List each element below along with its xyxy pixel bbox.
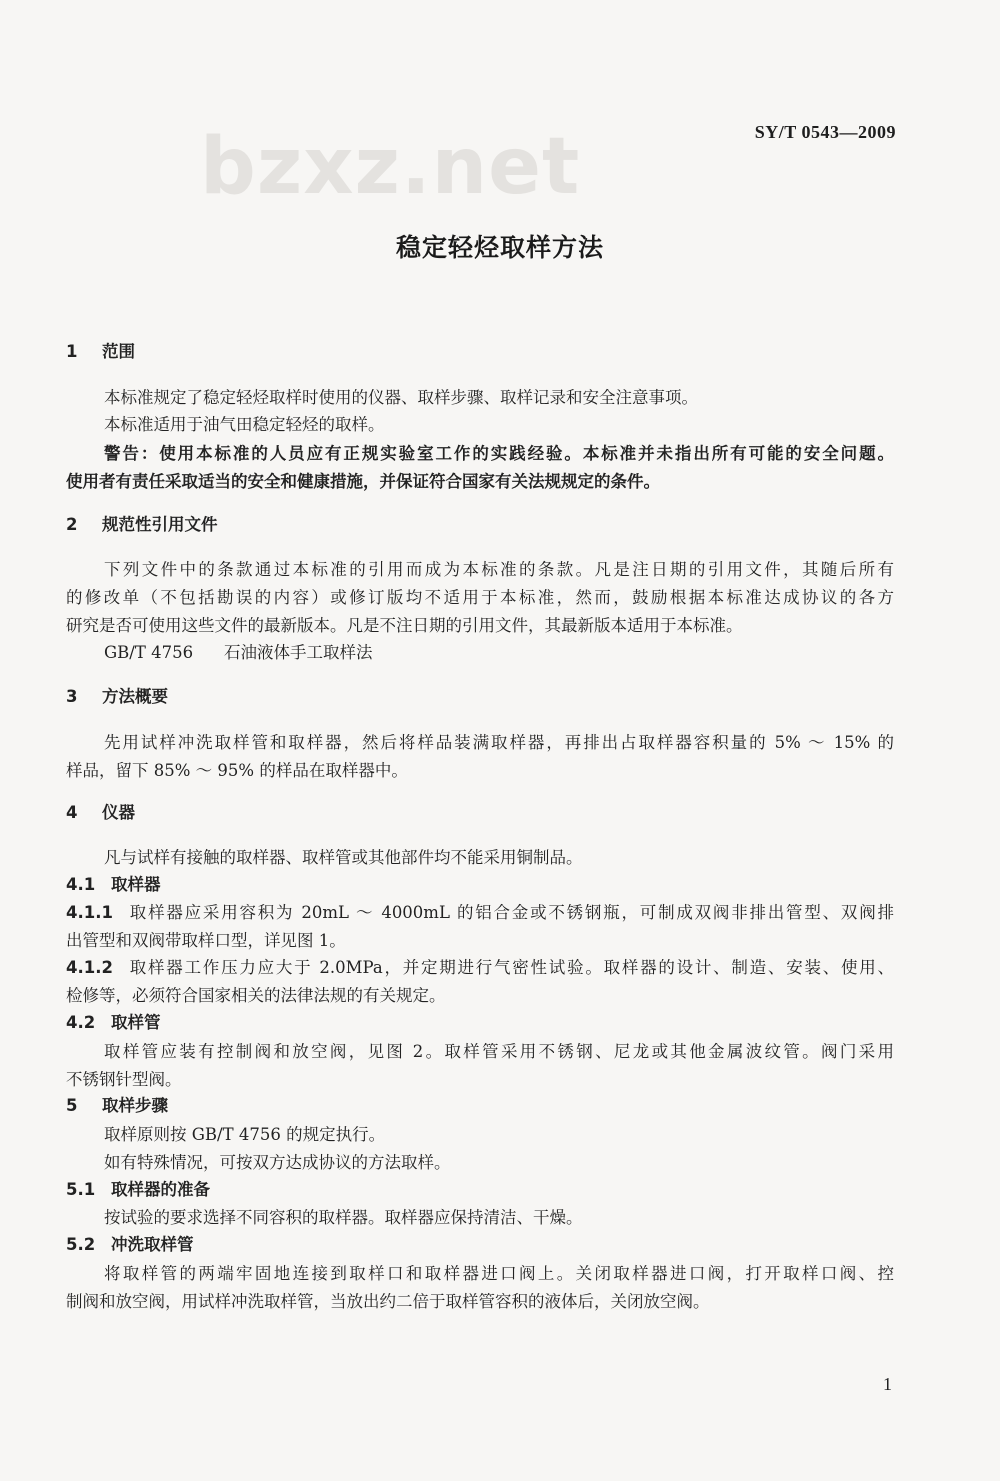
section-number: 4 — [66, 803, 78, 822]
section-number: 4.2 — [66, 1013, 96, 1032]
section-5-paragraph-1: 取样原则按 GB/T 4756 的规定执行。 — [104, 1125, 386, 1144]
reference-code: GB/T 4756 — [104, 643, 194, 662]
section-4-2-line-2: 不锈钢针型阀。 — [66, 1070, 182, 1089]
reference-title: 石油液体手工取样法 — [224, 643, 373, 662]
clause-4-1-2-line-2: 检修等，必须符合国家相关的法律法规的有关规定。 — [66, 986, 446, 1005]
section-title: 冲洗取样管 — [111, 1235, 194, 1254]
clause-number: 4.1.2 — [66, 958, 113, 977]
section-2-line-2: 的修改单（不包括勘误的内容）或修订版均不适用于本标准，然而，鼓励根据本标准达成协议的各方 — [66, 588, 894, 607]
clause-text: 取样器应采用容积为 20mL ～ 4000mL 的铝合金或不锈钢瓶，可制成双阀非排出管型、双阀排 — [128, 903, 894, 922]
section-title: 取样器 — [111, 875, 161, 894]
clause-4-1-1-line-2: 出管型和双阀带取样口型，详见图 1。 — [66, 931, 346, 950]
section-title: 取样管 — [111, 1013, 161, 1032]
section-title: 取样器的准备 — [111, 1180, 210, 1199]
section-1-heading — [66, 340, 135, 364]
section-3-line-1: 先用试样冲洗取样管和取样器，然后将样品装满取样器，再排出占取样器容积量的 5% ～ 15% 的 — [104, 733, 894, 752]
warning-line-2: 使用者有责任采取适当的安全和健康措施，并保证符合国家有关法规规定的条件。 — [66, 472, 660, 491]
normative-reference — [104, 641, 373, 665]
section-number: 5 — [66, 1096, 78, 1115]
section-5-2-line-1: 将取样管的两端牢固地连接到取样口和取样器进口阀上。关闭取样器进口阀，打开取样口阀、控 — [104, 1264, 894, 1283]
section-number: 5.2 — [66, 1235, 96, 1254]
clause-number: 4.1.1 — [66, 903, 113, 922]
clause-4-1-1-line-1 — [66, 901, 894, 925]
section-2-line-3: 研究是否可使用这些文件的最新版本。凡是不注日期的引用文件，其最新版本适用于本标准。 — [66, 616, 743, 635]
warning-line-1: 警告：使用本标准的人员应有正规实验室工作的实践经验。本标准并未指出所有可能的安全问题。 — [104, 444, 894, 463]
section-number: 1 — [66, 342, 78, 361]
section-title: 仪器 — [102, 803, 135, 822]
section-title: 取样步骤 — [102, 1096, 168, 1115]
section-5-paragraph-2: 如有特殊情况，可按双方达成协议的方法取样。 — [104, 1153, 451, 1172]
section-2-line-1: 下列文件中的条款通过本标准的引用而成为本标准的条款。凡是注日期的引用文件，其随后所有 — [104, 560, 894, 579]
document-title: 稳定轻烃取样方法 — [395, 233, 604, 262]
page-number: 1 — [883, 1374, 892, 1394]
clause-text: 取样器工作压力应大于 2.0MPa，并定期进行气密性试验。取样器的设计、制造、安装、使用、 — [128, 958, 894, 977]
section-number: 4.1 — [66, 875, 96, 894]
section-5-2-heading — [66, 1233, 194, 1257]
section-5-1-paragraph: 按试验的要求选择不同容积的取样器。取样器应保持清洁、干燥。 — [104, 1208, 583, 1227]
section-title: 方法概要 — [102, 687, 168, 706]
section-title: 规范性引用文件 — [102, 515, 218, 534]
section-4-paragraph: 凡与试样有接触的取样器、取样管或其他部件均不能采用铜制品。 — [104, 848, 583, 867]
section-5-2-line-2: 制阀和放空阀，用试样冲洗取样管，当放出约二倍于取样管容积的液体后，关闭放空阀。 — [66, 1292, 710, 1311]
section-4-2-line-1: 取样管应装有控制阀和放空阀，见图 2。取样管采用不锈钢、尼龙或其他金属波纹管。阀门采用 — [104, 1042, 894, 1061]
document-code: SY/T 0543—2009 — [754, 122, 896, 142]
section-title: 范围 — [102, 342, 135, 361]
clause-4-1-2-line-1 — [66, 956, 894, 980]
section-4-1-heading — [66, 873, 161, 897]
section-number: 5.1 — [66, 1180, 96, 1199]
section-5-heading — [66, 1094, 168, 1118]
section-4-2-heading — [66, 1011, 161, 1035]
section-5-1-heading — [66, 1178, 210, 1202]
section-3-heading — [66, 685, 168, 709]
section-1-paragraph-2: 本标准适用于油气田稳定轻烃的取样。 — [104, 415, 385, 434]
watermark: bzxz.net — [200, 122, 581, 212]
section-2-heading — [66, 513, 218, 537]
section-1-paragraph-1: 本标准规定了稳定轻烃取样时使用的仪器、取样步骤、取样记录和安全注意事项。 — [104, 388, 698, 407]
section-4-heading — [66, 801, 135, 825]
section-number: 3 — [66, 687, 78, 706]
section-number: 2 — [66, 515, 78, 534]
section-3-line-2: 样品，留下 85% ～ 95% 的样品在取样器中。 — [66, 761, 408, 780]
